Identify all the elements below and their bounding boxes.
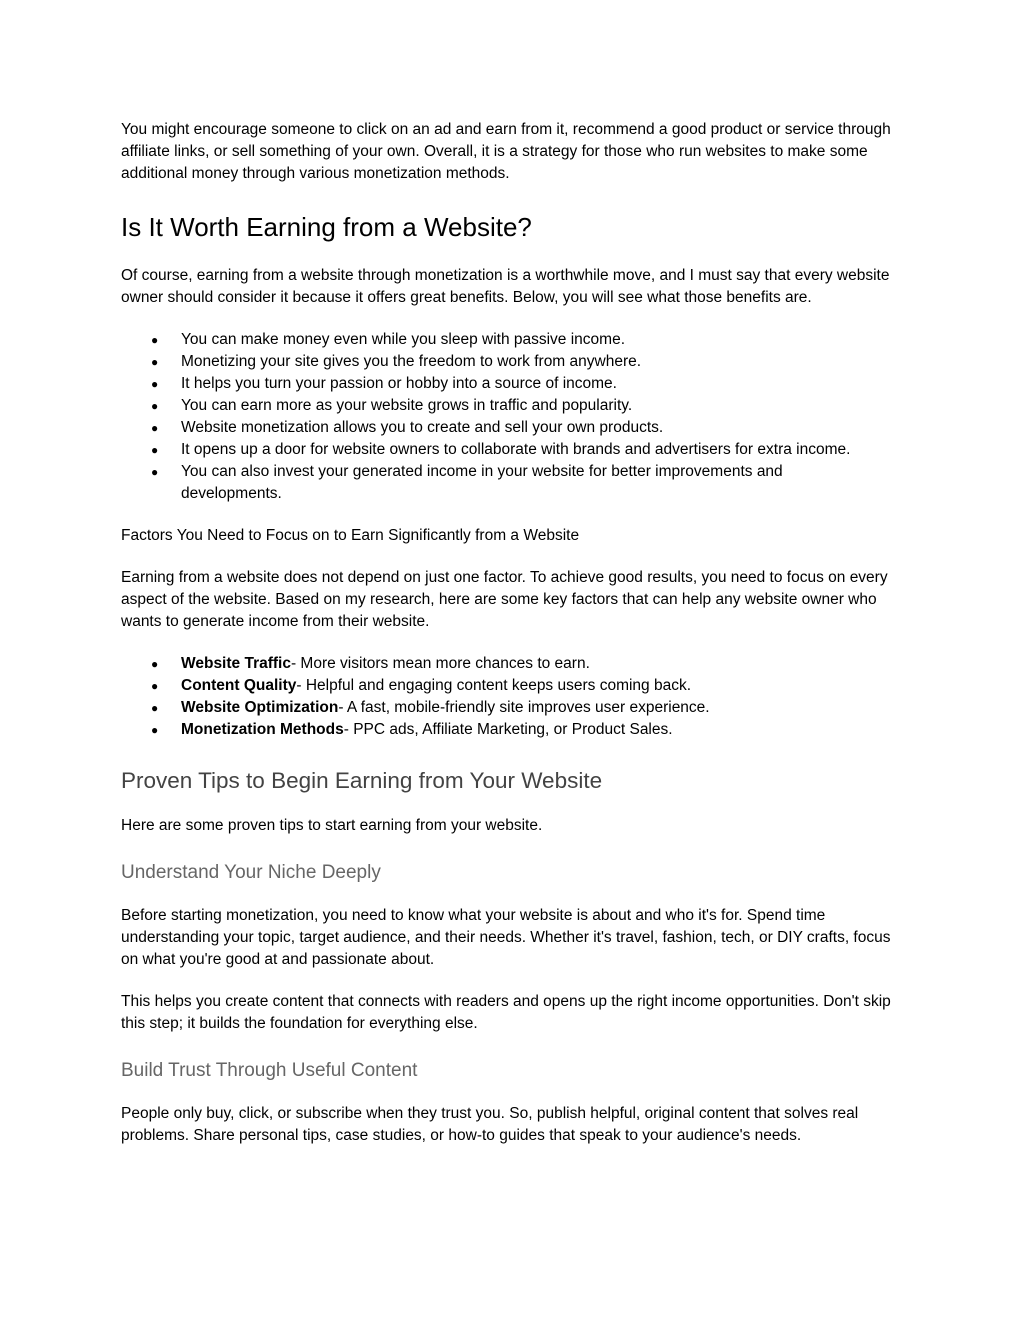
- bullet-icon: ●: [151, 421, 159, 435]
- list-item: ● You can also invest your generated income in your website for better improvements and developments.: [151, 463, 783, 502]
- factor-term: Website Optimization: [181, 699, 339, 716]
- list-item: ● It helps you turn your passion or hobby into a source of income.: [121, 373, 911, 395]
- bullet-icon: ●: [151, 465, 159, 479]
- tips-intro: Here are some proven tips to start earning from your website.: [121, 817, 543, 834]
- list-item: ● Monetizing your site gives you the freedom to work from anywhere.: [121, 351, 911, 373]
- list-item: ● You can make money even while you sleep with passive income.: [121, 329, 911, 351]
- bullet-icon: ●: [151, 679, 159, 693]
- factor-desc: - A fast, mobile-friendly site improves user experience.: [338, 699, 710, 716]
- factors-paragraph: Earning from a website does not depend on just one factor. To achieve good results, you need to focus on every aspect of the website. Based on my research, here are some key factors that can help any website owner who wants to generate income from their website.: [121, 569, 888, 630]
- bullet-icon: ●: [151, 701, 159, 715]
- bullet-icon: ●: [151, 443, 159, 457]
- niche-heading: Understand Your Niche Deeply: [121, 862, 381, 883]
- tips-heading: Proven Tips to Begin Earning from Your Website: [121, 768, 603, 793]
- factor-term: Content Quality: [181, 677, 297, 694]
- niche-paragraph-2: This helps you create content that connects with readers and opens up the right income opportunities. Don't skip this step; it builds the foundation for everything else.: [121, 993, 891, 1032]
- list-item: [121, 697, 911, 719]
- list-item: [121, 719, 911, 741]
- factor-term: Monetization Methods: [181, 721, 344, 738]
- trust-paragraph-1: People only buy, click, or subscribe when they trust you. So, publish helpful, original content that solves real problems. Share personal tips, case studies, or how-to guides that speak to your audience's needs.: [121, 1105, 859, 1144]
- trust-heading: Build Trust Through Useful Content: [121, 1060, 418, 1081]
- worth-heading: Is It Worth Earning from a Website?: [121, 212, 532, 242]
- factor-desc: - Helpful and engaging content keeps users coming back.: [296, 677, 692, 694]
- factor-desc: - PPC ads, Affiliate Marketing, or Product Sales.: [343, 721, 673, 738]
- intro-paragraph: You might encourage someone to click on an ad and earn from it, recommend a good product or service through affiliate links, or sell something of your own. Overall, it is a strategy for those who run websites to make some additional money through various monetization methods.: [121, 121, 891, 182]
- list-item: ● You can earn more as your website grows in traffic and popularity.: [121, 395, 911, 417]
- bullet-icon: ●: [151, 377, 159, 391]
- factor-desc: - More visitors mean more chances to earn.: [290, 655, 590, 672]
- list-item: [121, 675, 911, 697]
- list-item: [121, 653, 911, 675]
- list-item: ● It opens up a door for website owners to collaborate with brands and advertisers for extra income.: [121, 439, 911, 461]
- factors-list: [121, 653, 911, 741]
- document-page: [121, 0, 911, 1147]
- bullet-icon: ●: [151, 333, 159, 347]
- factor-term: Website Traffic: [181, 655, 291, 672]
- worth-paragraph: Of course, earning from a website through monetization is a worthwhile move, and I must say that every website owner should consider it because it offers great benefits. Below, you will see what those benefits are.: [121, 267, 890, 306]
- bullet-icon: ●: [151, 657, 159, 671]
- bullet-icon: ●: [151, 723, 159, 737]
- bullet-icon: ●: [151, 399, 159, 413]
- bullet-icon: ●: [151, 355, 159, 369]
- niche-paragraph-1: Before starting monetization, you need to know what your website is about and who it's for. Spend time understanding your topic, target audience, and their needs. Whether it's travel, fashion, tech, or DIY crafts, focus on what you're good at and passionate about.: [121, 907, 891, 968]
- list-item: ● Website monetization allows you to create and sell your own products.: [121, 417, 911, 439]
- factors-title: Factors You Need to Focus on to Earn Significantly from a Website: [121, 527, 580, 544]
- benefits-list: [121, 329, 911, 505]
